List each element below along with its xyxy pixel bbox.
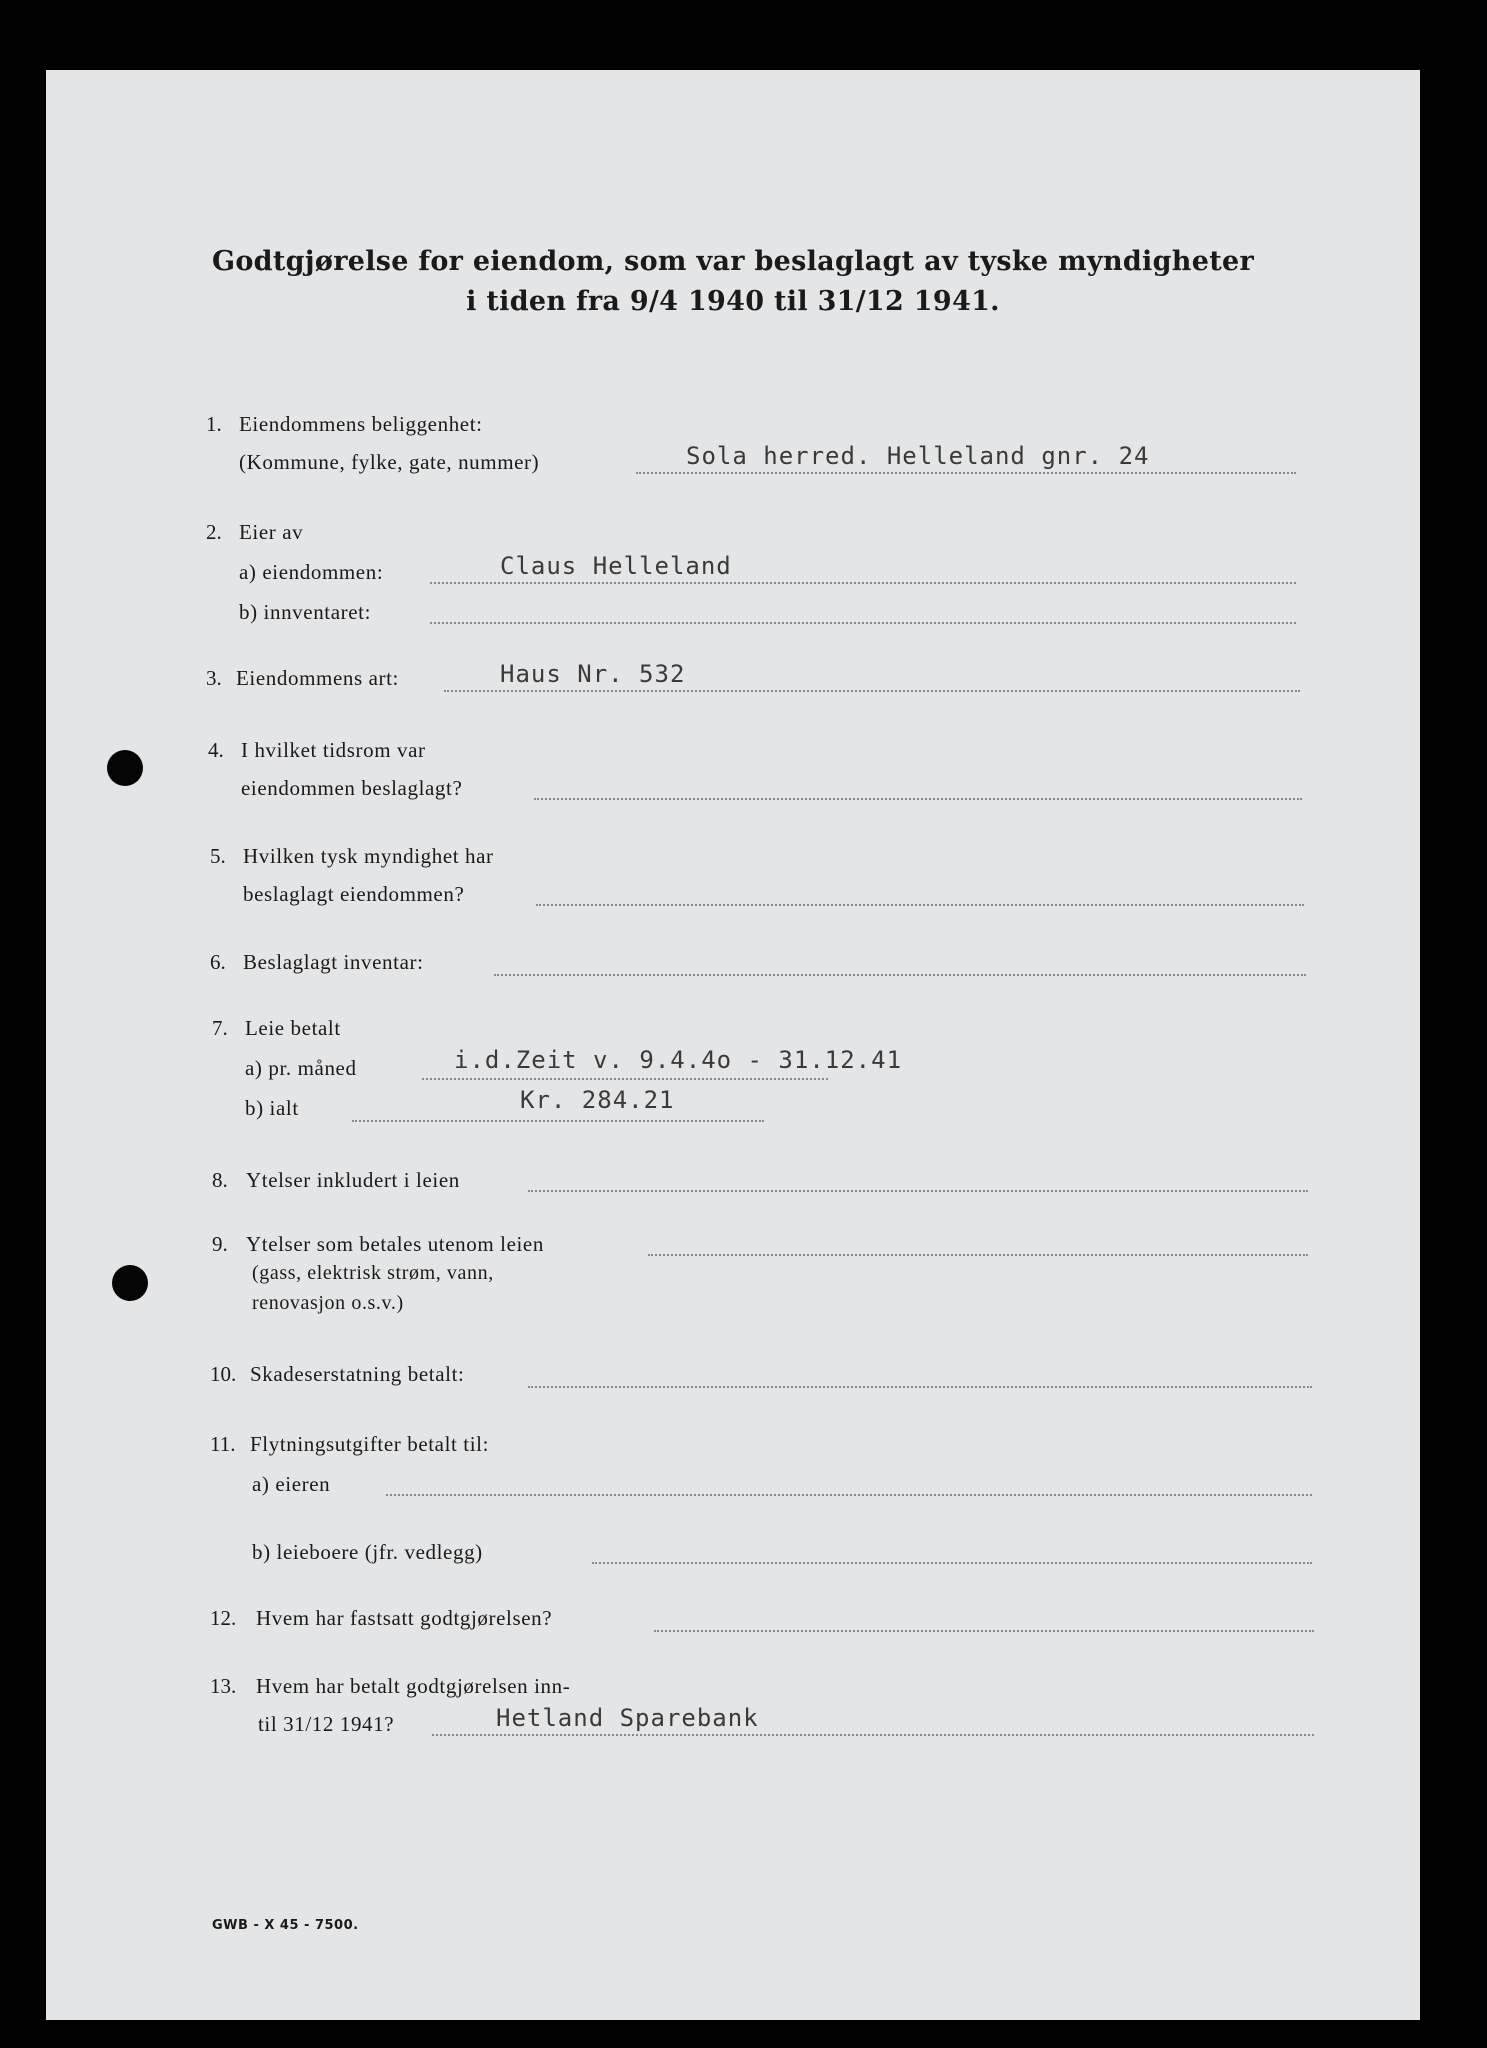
item-9-answer-line — [648, 1254, 1308, 1256]
item-3-label: Eiendommens art: — [236, 666, 399, 690]
item-2b-answer-line — [430, 622, 1296, 624]
item-11a-answer-line — [386, 1494, 1312, 1496]
item-2-label: Eier av — [239, 520, 304, 544]
item-3-answer-line — [444, 690, 1300, 692]
item-6-number: 6. — [210, 950, 226, 974]
item-7b-label: b) ialt — [245, 1096, 299, 1120]
item-2a-answer-line — [430, 582, 1296, 584]
item-11b-label: b) leieboere (jfr. vedlegg) — [252, 1540, 483, 1564]
item-12-answer-line — [654, 1630, 1314, 1632]
item-7-number: 7. — [212, 1016, 228, 1040]
item-1-number: 1. — [206, 412, 222, 436]
item-1-answer: Sola herred. Helleland gnr. 24 — [686, 442, 1150, 470]
item-2-number: 2. — [206, 520, 222, 544]
item-11a-label: a) eieren — [252, 1472, 331, 1496]
item-6-answer-line — [494, 974, 1306, 976]
item-13-answer-line — [432, 1734, 1314, 1736]
item-13-label: Hvem har betalt godtgjørelsen inn- — [256, 1674, 571, 1698]
item-7a-answer-line — [422, 1078, 828, 1080]
item-9-sublabel-1: (gass, elektrisk strøm, vann, — [252, 1262, 494, 1284]
item-11-number: 11. — [210, 1432, 236, 1456]
item-4-sublabel: eiendommen beslaglagt? — [241, 776, 463, 800]
item-1-answer-line — [636, 472, 1296, 474]
item-3-number: 3. — [206, 666, 222, 690]
item-10-label: Skadeserstatning betalt: — [250, 1362, 465, 1386]
item-1-label: Eiendommens beliggenhet: — [239, 412, 483, 436]
item-8-label: Ytelser inkludert i leien — [246, 1168, 460, 1192]
item-1-sublabel: (Kommune, fylke, gate, nummer) — [239, 450, 540, 474]
item-2b-label: b) innventaret: — [239, 600, 372, 624]
item-9-label: Ytelser som betales utenom leien — [246, 1232, 544, 1256]
item-3-answer: Haus Nr. 532 — [500, 660, 686, 688]
item-6-label: Beslaglagt inventar: — [243, 950, 424, 974]
form-title-line-1: Godtgjørelse for eiendom, som var beslaglagt av tyske myndigheter — [212, 246, 1254, 277]
item-7-label: Leie betalt — [245, 1016, 341, 1040]
form-title-line-2: i tiden fra 9/4 1940 til 31/12 1941. — [466, 286, 1000, 317]
item-5-label: Hvilken tysk myndighet har — [243, 844, 494, 868]
item-10-answer-line — [528, 1386, 1312, 1388]
item-4-answer-line — [534, 798, 1302, 800]
item-8-number: 8. — [212, 1168, 228, 1192]
item-4-label: I hvilket tidsrom var — [241, 738, 426, 762]
item-7b-answer-line — [352, 1120, 764, 1122]
item-11b-answer-line — [592, 1562, 1312, 1564]
form-footer-code: GWB - X 45 - 7500. — [212, 1918, 359, 1933]
form-page — [46, 70, 1420, 2020]
item-5-number: 5. — [210, 844, 226, 868]
item-4-number: 4. — [208, 738, 224, 762]
item-7a-label: a) pr. måned — [245, 1056, 357, 1080]
item-2a-label: a) eiendommen: — [239, 560, 384, 584]
item-2a-answer: Claus Helleland — [500, 552, 732, 580]
punch-hole-top — [107, 750, 143, 786]
item-5-sublabel: beslaglagt eiendommen? — [243, 882, 465, 906]
item-13-number: 13. — [210, 1674, 237, 1698]
item-8-answer-line — [528, 1190, 1308, 1192]
punch-hole-bottom — [112, 1265, 148, 1301]
item-11-label: Flytningsutgifter betalt til: — [250, 1432, 490, 1456]
item-5-answer-line — [536, 904, 1304, 906]
item-7b-answer: Kr. 284.21 — [520, 1086, 675, 1114]
item-13-sublabel: til 31/12 1941? — [258, 1712, 395, 1736]
item-12-label: Hvem har fastsatt godtgjørelsen? — [256, 1606, 553, 1630]
item-9-number: 9. — [212, 1232, 228, 1256]
item-9-sublabel-2: renovasjon o.s.v.) — [252, 1292, 404, 1314]
item-10-number: 10. — [210, 1362, 237, 1386]
item-13-answer: Hetland Sparebank — [496, 1704, 759, 1732]
item-12-number: 12. — [210, 1606, 237, 1630]
item-7a-answer: i.d.Zeit v. 9.4.4o - 31.12.41 — [454, 1046, 903, 1074]
